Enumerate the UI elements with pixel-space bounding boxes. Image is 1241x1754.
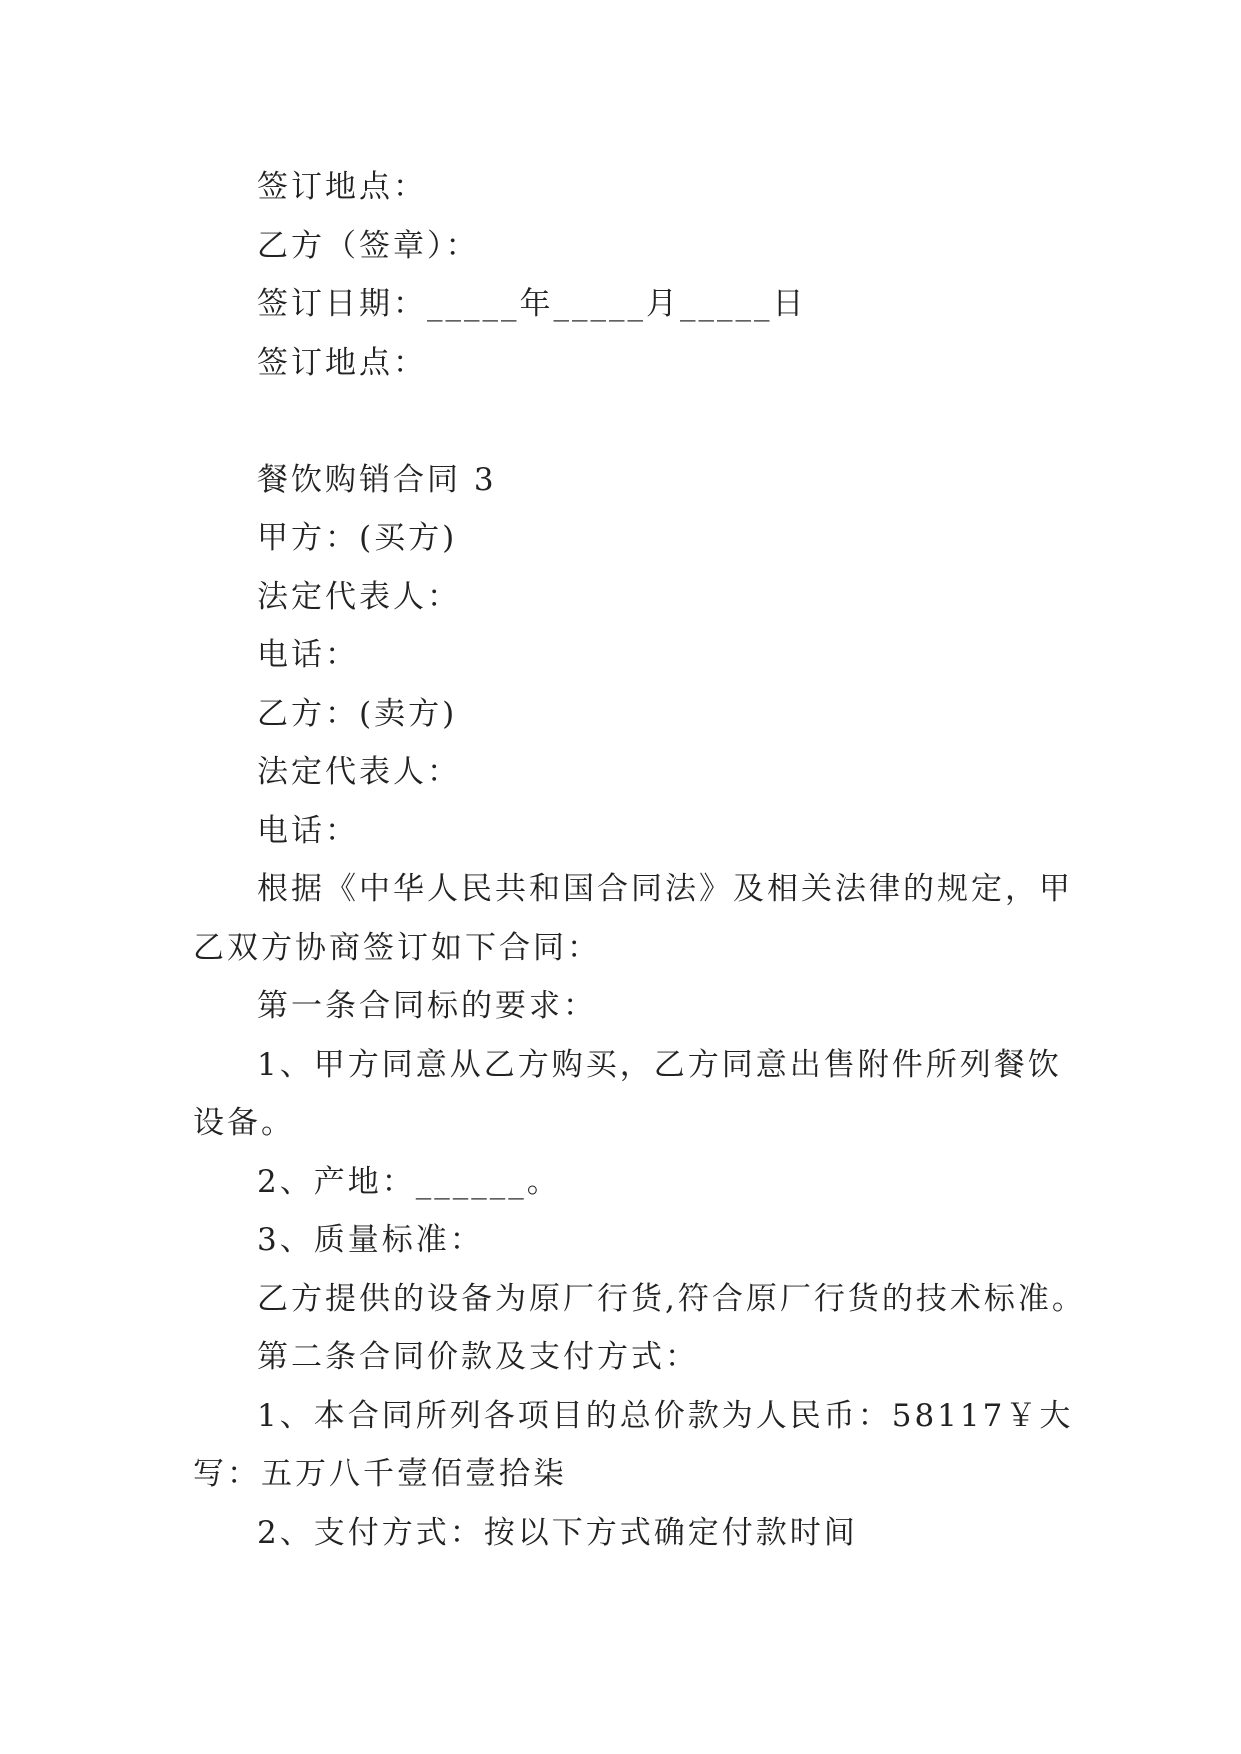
text-line: 签订日期：_____年_____月_____日 (257, 286, 807, 322)
text-line: 乙方：(卖方) (257, 695, 458, 732)
clause-heading: 第二条合同价款及支付方式： (257, 1339, 699, 1375)
paragraph-line: 根据《中华人民共和国合同法》及相关法律的规定，甲 (257, 871, 1073, 907)
paragraph-line: 1、本合同所列各项目的总价款为人民币：58117￥大 (257, 1397, 1074, 1434)
text-line: 法定代表人： (257, 578, 461, 615)
text-line: 2、支付方式：按以下方式确定付款时间 (257, 1514, 858, 1551)
text-line: 电话： (257, 812, 359, 849)
paragraph-line: 乙双方协商签订如下合同： (193, 929, 601, 966)
document-body (193, 158, 1086, 1562)
text-line: 乙方（签章）： (257, 227, 480, 264)
paragraph-line: 设备。 (193, 1105, 295, 1141)
text-line: 签订地点： (257, 344, 427, 381)
blank-line (193, 392, 1063, 451)
text-line: 甲方：(买方) (257, 520, 458, 556)
clause-heading: 第一条合同标的要求： (257, 988, 597, 1024)
text-line: 电话： (257, 637, 359, 673)
text-line: 3、质量标准： (257, 1222, 484, 1258)
paragraph-line: 乙方提供的设备为原厂行货,符合原厂行货的技术标准。 (257, 1280, 1086, 1317)
text-line: 签订地点： (257, 169, 427, 205)
paragraph-line: 写：五万八千壹佰壹拾柒 (193, 1456, 567, 1492)
contract-title: 餐饮购销合同 3 (257, 461, 497, 498)
paragraph-line: 1、甲方同意从乙方购买，乙方同意出售附件所列餐饮 (257, 1046, 1062, 1083)
text-line: 2、产地：______。 (257, 1163, 561, 1200)
text-line: 法定代表人： (257, 754, 461, 790)
